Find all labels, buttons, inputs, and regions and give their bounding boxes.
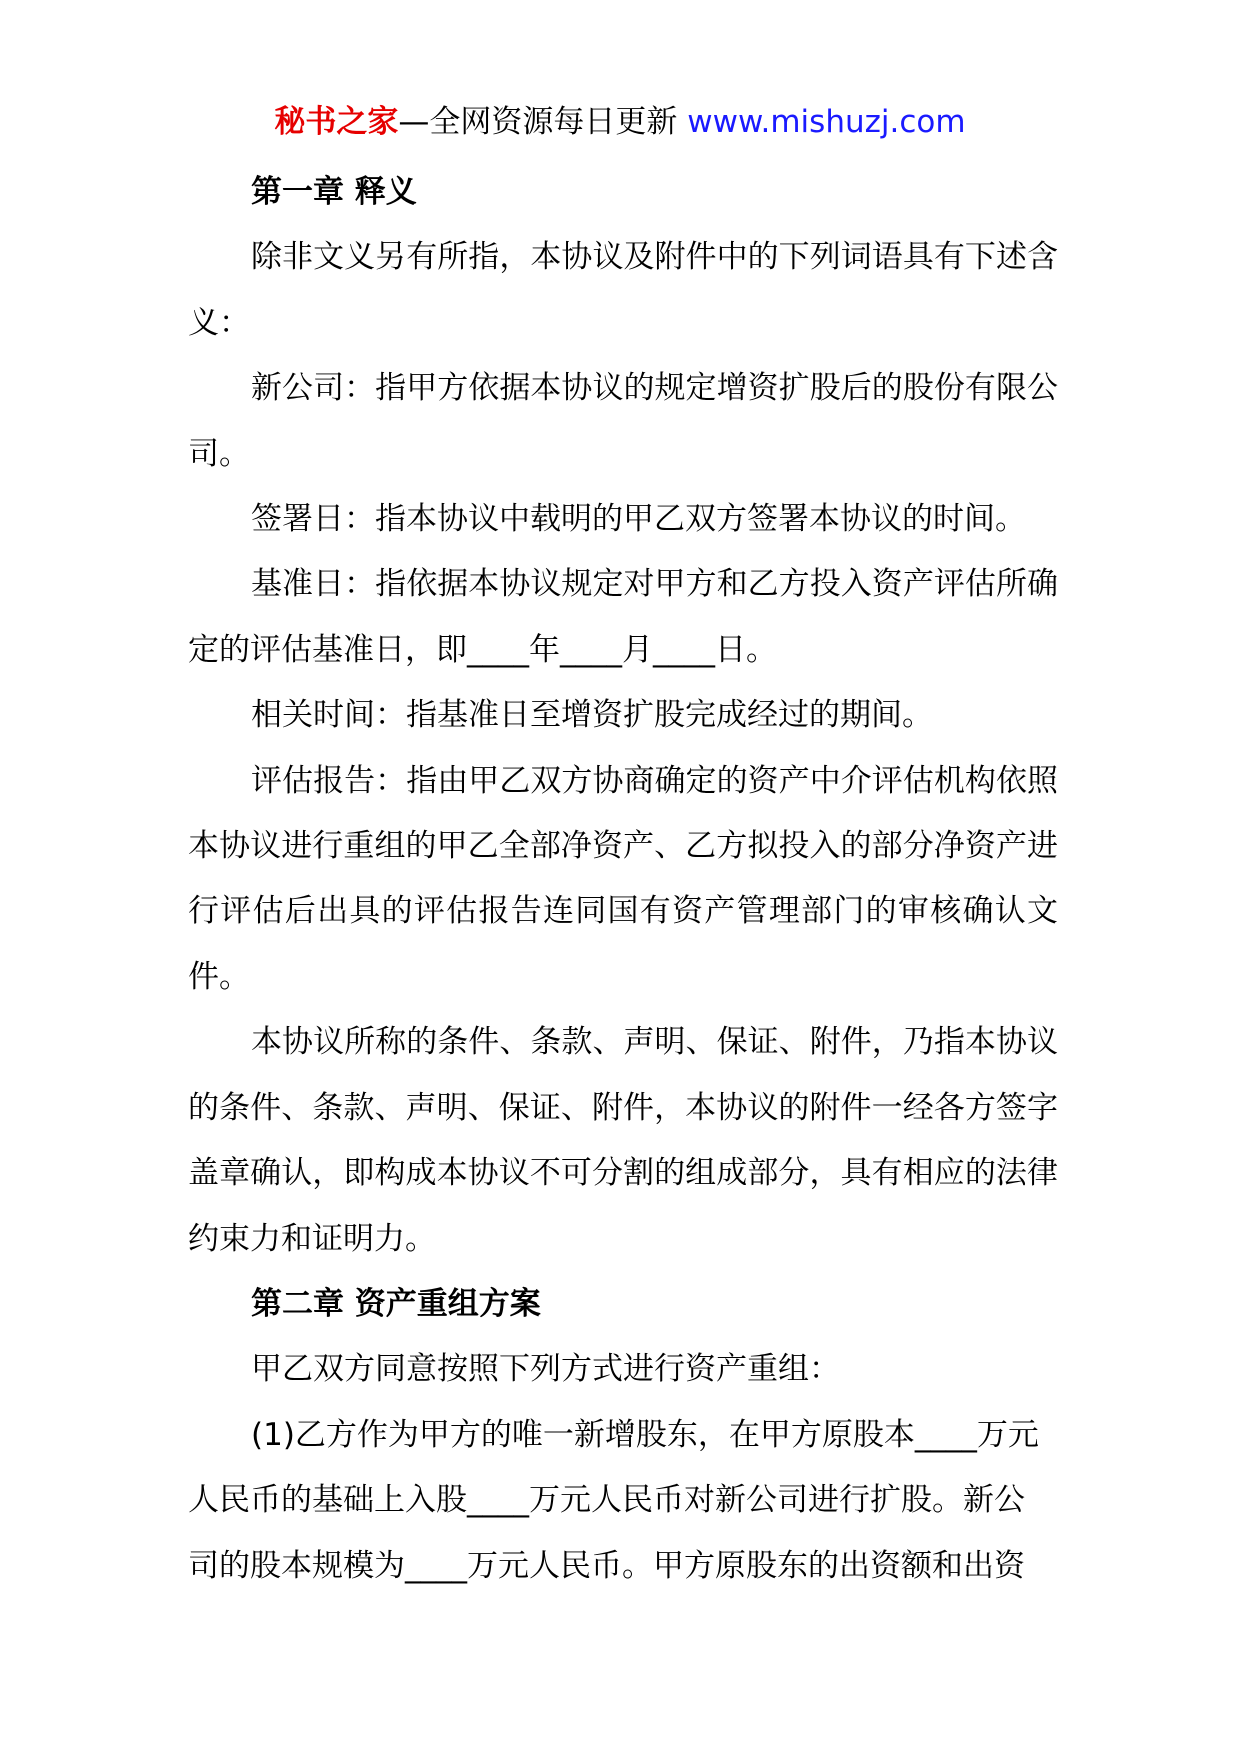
chapter-heading: 第二章 资产重组方案: [251, 1285, 541, 1322]
paragraph: 新公司：指甲方依据本协议的规定增资扩股后的股份有限公司。: [188, 370, 1058, 472]
paragraph: 相关时间：指基准日至增资扩股完成经过的期间。: [251, 697, 933, 734]
brand-name: 秘书之家: [274, 104, 399, 140]
site-header: [0, 98, 1240, 146]
paragraph: 本协议所称的条件、条款、声明、保证、附件，乃指本协议的条件、条款、声明、保证、附件，本协议的附件一经各方签字盖章确认，即构成本协议不可分割的组成部分，具有相应的法律约束力和证明力。: [188, 1024, 1058, 1257]
paragraph: 除非文义另有所指，本协议及附件中的下列词语具有下述含义：: [188, 239, 1058, 341]
paragraph: 基准日：指依据本协议规定对甲方和乙方投入资产评估所确定的评估基准日，即____年____月____日。: [188, 566, 1058, 668]
site-tagline: —全网资源每日更新: [398, 104, 678, 140]
paragraph: 签署日：指本协议中载明的甲乙双方签署本协议的时间。: [251, 501, 1026, 538]
paragraph: 评估报告：指由甲乙双方协商确定的资产中介评估机构依照本协议进行重组的甲乙全部净资产、乙方拟投入的部分净资产进行评估后出具的评估报告连同国有资产管理部门的审核确认文件。: [188, 762, 1058, 995]
site-url-link[interactable]: www.mishuzj.com: [687, 104, 966, 140]
document-body: [188, 160, 1058, 1599]
paragraph: (1)乙方作为甲方的唯一新增股东，在甲方原股本____万元 人民币的基础上入股____万元人民币对新公司进行扩股。新公 司的股本规模为____万元人民币。甲方原股东的出资额和出资: [188, 1416, 1039, 1584]
chapter-heading: 第一章 释义: [251, 174, 417, 210]
paragraph: 甲乙双方同意按照下列方式进行资产重组：: [251, 1351, 840, 1388]
